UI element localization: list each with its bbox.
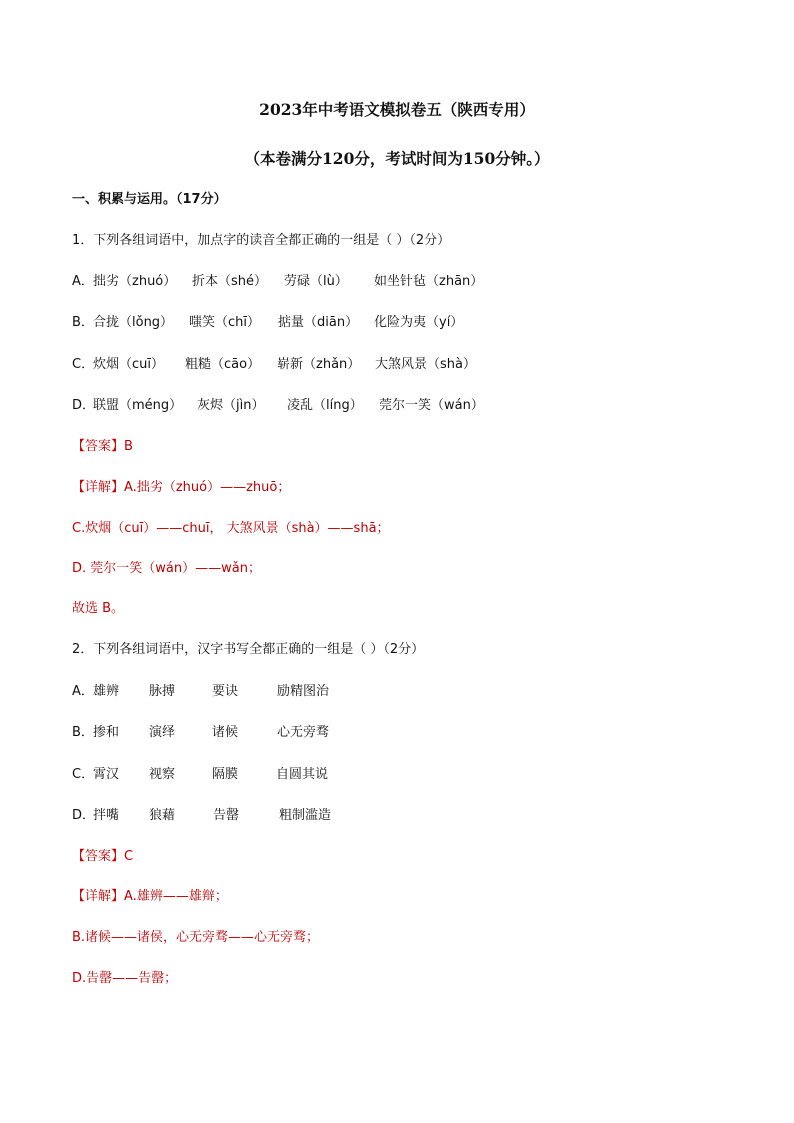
option-item: 励精图治 — [277, 684, 330, 699]
option-item: 视察 — [149, 767, 176, 782]
option-item: 拌嘴 — [93, 808, 120, 823]
page-title: 2023年中考语文模拟卷五（陕西专用） — [259, 100, 535, 119]
option-label: C． — [72, 357, 95, 372]
option-item: 崭新（zhǎn） — [277, 357, 361, 372]
option-item: 合拢（lǒng） — [93, 315, 174, 330]
q1-detail — [72, 480, 290, 496]
detail-tag: 【详解】 — [72, 480, 125, 495]
q1-conclusion: 故选 B。 — [72, 601, 125, 616]
option-item: 莞尔一笑（wán） — [379, 398, 484, 413]
option-item: 雄辨 — [93, 684, 120, 699]
option-label: A． — [72, 274, 94, 289]
option-label: D． — [72, 808, 96, 823]
option-item: 霄汉 — [93, 767, 120, 782]
option-item: 折本（shé） — [192, 274, 268, 289]
option-item: 拙劣（zhuó） — [93, 274, 177, 289]
answer-tag: 【答案】 — [72, 849, 125, 864]
q2-detail-line: B.诸候——诸侯，心无旁骛——心无旁骛； — [72, 930, 320, 945]
q1-option-d — [72, 398, 484, 414]
page-subtitle: （本卷满分120分，考试时间为150分钟。） — [244, 149, 550, 168]
q2-option-b — [72, 725, 329, 741]
detail-line: A.雄辨——雄辩； — [124, 889, 228, 904]
option-label: B． — [72, 315, 94, 330]
option-item: 粗制滥造 — [279, 808, 332, 823]
option-item: 凌乱（líng） — [287, 398, 363, 413]
option-item: 要诀 — [212, 684, 239, 699]
option-item: 大煞风景（shà） — [375, 357, 476, 372]
option-label: B． — [72, 725, 94, 740]
option-item: 劳碌（lù） — [284, 274, 348, 289]
q2-option-d — [72, 808, 331, 824]
q2-detail-line: D.告罄——告罄； — [72, 971, 178, 986]
option-label: D． — [72, 398, 96, 413]
q2-answer — [72, 849, 133, 865]
option-item: 隔膜 — [212, 767, 239, 782]
option-item: 灰烬（jìn） — [197, 398, 265, 413]
section-heading: 一、积累与运用。（17分） — [72, 192, 227, 207]
option-item: 自圆其说 — [276, 767, 329, 782]
detail-line: A.拙劣（zhuó）——zhuō； — [124, 480, 291, 495]
q1-option-a — [72, 274, 483, 290]
q2-option-c — [72, 767, 328, 783]
option-item: 狼藉 — [149, 808, 176, 823]
option-label: C． — [72, 767, 95, 782]
q1-detail-line: C.炊烟（cuī）——chuī， 大煞风景（shà）——shā； — [72, 521, 390, 536]
q1-option-c — [72, 357, 476, 373]
option-item: 嗤笑（chī） — [189, 315, 260, 330]
option-item: 掂量（diān） — [278, 315, 359, 330]
option-item: 炊烟（cuī） — [93, 357, 164, 372]
question-1-stem: 1．下列各组词语中，加点字的读音全都正确的一组是（ ）（2分） — [72, 233, 451, 248]
q2-option-a — [72, 684, 329, 700]
q2-detail — [72, 889, 228, 905]
q1-detail-line: D. 莞尔一笑（wán）——wǎn； — [72, 561, 261, 576]
q1-answer — [72, 439, 133, 455]
answer-value: C — [124, 849, 134, 864]
option-item: 脉搏 — [149, 684, 176, 699]
answer-value: B — [124, 439, 133, 454]
option-item: 演绎 — [149, 725, 176, 740]
answer-tag: 【答案】 — [72, 439, 125, 454]
option-item: 联盟（méng） — [93, 398, 183, 413]
detail-tag: 【详解】 — [72, 889, 125, 904]
option-item: 心无旁骛 — [277, 725, 330, 740]
option-item: 如坐针毡（zhān） — [374, 274, 484, 289]
option-item: 化险为夷（yí） — [374, 315, 464, 330]
question-2-stem: 2．下列各组词语中，汉字书写全都正确的一组是（ ）（2分） — [72, 642, 425, 657]
option-item: 诸候 — [212, 725, 239, 740]
option-label: A． — [72, 684, 94, 699]
q1-option-b — [72, 315, 463, 331]
option-item: 掺和 — [93, 725, 120, 740]
option-item: 粗糙（cāo） — [185, 357, 261, 372]
option-item: 告罄 — [213, 808, 240, 823]
